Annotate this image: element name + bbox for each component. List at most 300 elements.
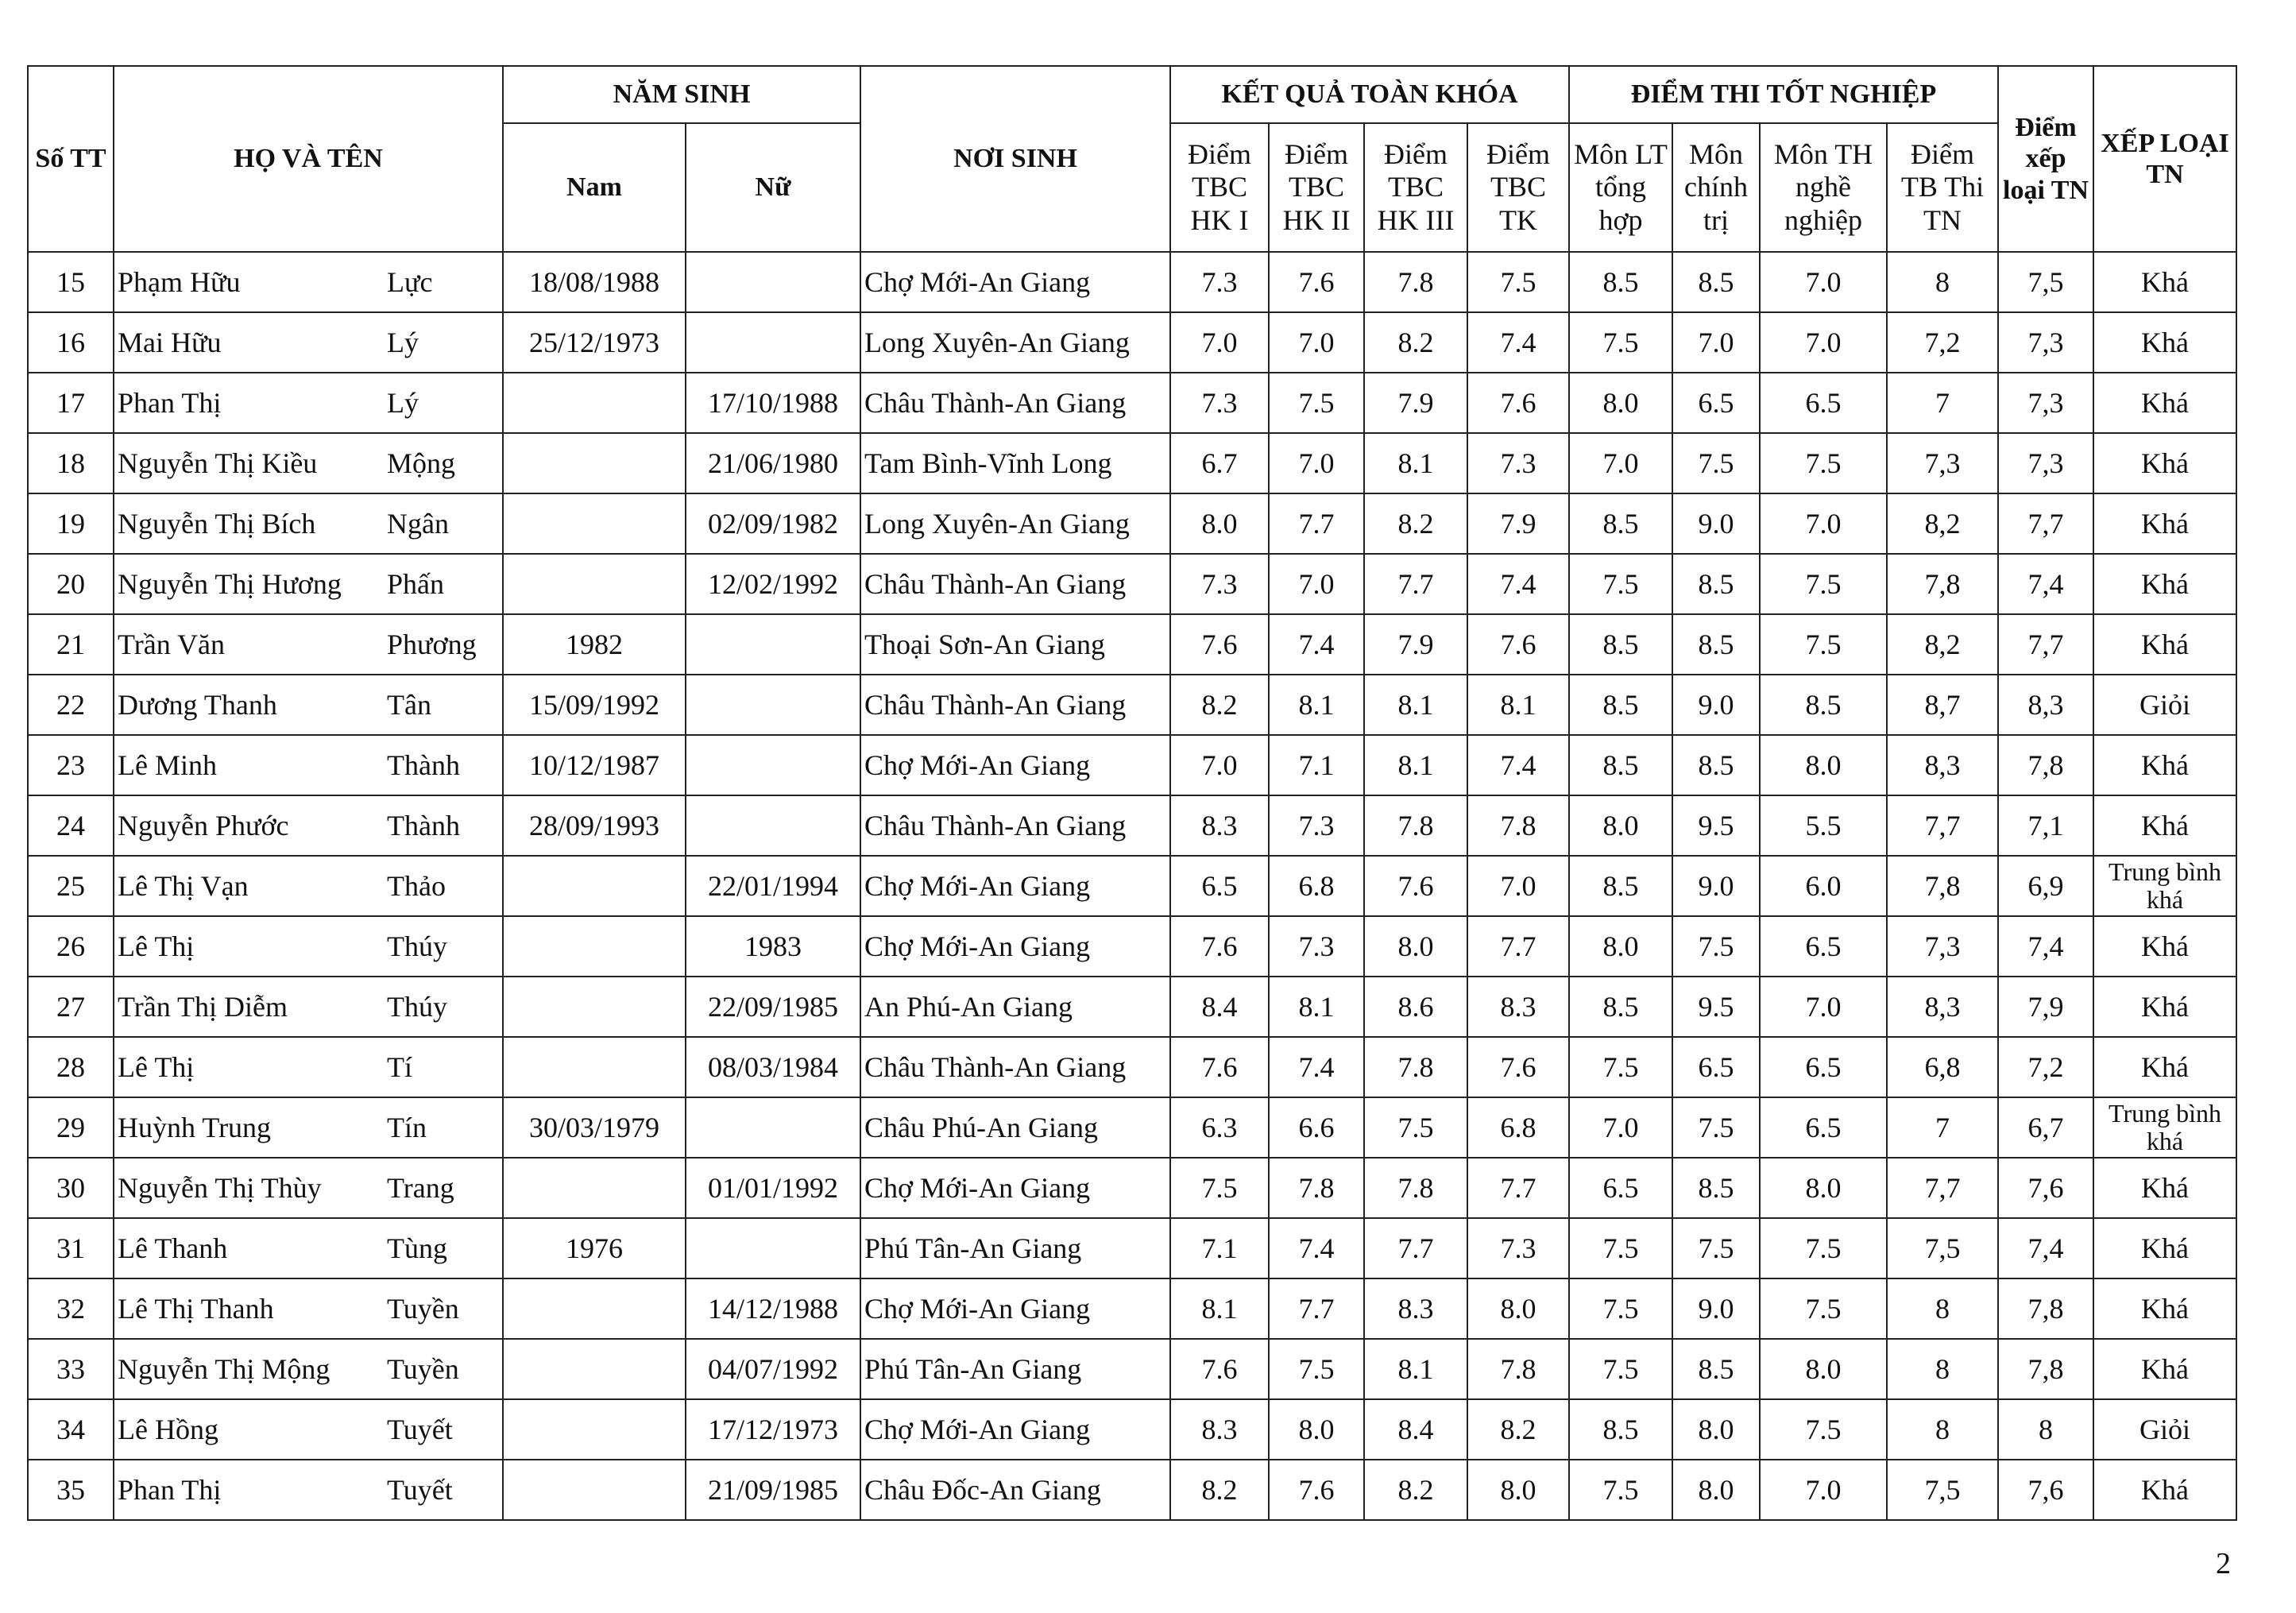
cell-hk3: 7.7	[1364, 1218, 1467, 1278]
cell-birth-female: 14/12/1988	[686, 1278, 860, 1339]
cell-tb: 8,3	[1887, 977, 1998, 1037]
cell-xep-loai: Khá	[2093, 554, 2236, 614]
cell-lt: 7.5	[1569, 1460, 1672, 1520]
cell-hk1: 7.6	[1170, 916, 1269, 977]
cell-diem-xep-loai: 7,7	[1998, 493, 2093, 554]
cell-birthplace: Châu Thành-An Giang	[860, 554, 1170, 614]
table-row	[28, 1037, 2236, 1097]
cell-lt: 8.5	[1569, 1399, 1672, 1460]
cell-tk: 7.6	[1467, 1037, 1569, 1097]
cell-th: 7.5	[1760, 1278, 1887, 1339]
cell-hk1: 7.3	[1170, 252, 1269, 312]
cell-birth-female: 17/10/1988	[686, 373, 860, 433]
cell-lt: 7.5	[1569, 1339, 1672, 1399]
cell-hk1: 7.5	[1170, 1158, 1269, 1218]
cell-tb: 8	[1887, 1278, 1998, 1339]
header-tk: Điểm TBC TK	[1467, 123, 1569, 252]
cell-xep-loai: Khá	[2093, 252, 2236, 312]
cell-hk2: 7.8	[1269, 1158, 1364, 1218]
cell-stt: 33	[28, 1339, 114, 1399]
cell-xep-loai: Khá	[2093, 1460, 2236, 1520]
cell-given-name: Phấn	[384, 554, 503, 614]
cell-hk2: 7.3	[1269, 795, 1364, 856]
cell-birth-female: 21/09/1985	[686, 1460, 860, 1520]
cell-th: 8.0	[1760, 1339, 1887, 1399]
cell-hk3: 8.1	[1364, 433, 1467, 493]
cell-birth-male	[503, 433, 686, 493]
cell-birth-male	[503, 977, 686, 1037]
cell-stt: 21	[28, 614, 114, 675]
cell-hk2: 6.8	[1269, 856, 1364, 916]
cell-given-name: Lý	[384, 312, 503, 373]
cell-ct: 7.5	[1672, 433, 1760, 493]
cell-xep-loai: Khá	[2093, 433, 2236, 493]
cell-tk: 7.7	[1467, 1158, 1569, 1218]
cell-lt: 6.5	[1569, 1158, 1672, 1218]
cell-lt: 7.5	[1569, 1037, 1672, 1097]
cell-given-name: Tuyền	[384, 1339, 503, 1399]
cell-hk2: 7.7	[1269, 1278, 1364, 1339]
cell-hk3: 7.9	[1364, 614, 1467, 675]
grade-sheet	[27, 65, 2236, 1521]
cell-ct: 7.5	[1672, 1097, 1760, 1158]
cell-tb: 7,3	[1887, 916, 1998, 977]
cell-diem-xep-loai: 8,3	[1998, 675, 2093, 735]
cell-tb: 8	[1887, 1339, 1998, 1399]
cell-birthplace: Thoại Sơn-An Giang	[860, 614, 1170, 675]
cell-hk1: 6.7	[1170, 433, 1269, 493]
cell-family-name: Nguyễn Thị Mộng	[114, 1339, 384, 1399]
table-row	[28, 916, 2236, 977]
cell-stt: 27	[28, 977, 114, 1037]
cell-family-name: Mai Hữu	[114, 312, 384, 373]
cell-birthplace: Long Xuyên-An Giang	[860, 493, 1170, 554]
cell-xep-loai: Khá	[2093, 735, 2236, 795]
cell-xep-loai: Khá	[2093, 614, 2236, 675]
cell-stt: 17	[28, 373, 114, 433]
cell-hk3: 8.1	[1364, 1339, 1467, 1399]
cell-birthplace: Châu Thành-An Giang	[860, 373, 1170, 433]
cell-birth-female: 22/09/1985	[686, 977, 860, 1037]
cell-tk: 7.4	[1467, 735, 1569, 795]
cell-lt: 7.5	[1569, 312, 1672, 373]
cell-stt: 25	[28, 856, 114, 916]
cell-ct: 9.0	[1672, 675, 1760, 735]
cell-lt: 8.0	[1569, 373, 1672, 433]
cell-given-name: Tuyết	[384, 1399, 503, 1460]
cell-ct: 8.5	[1672, 554, 1760, 614]
cell-hk3: 8.2	[1364, 493, 1467, 554]
cell-given-name: Tí	[384, 1037, 503, 1097]
cell-diem-xep-loai: 7,3	[1998, 433, 2093, 493]
cell-th: 6.5	[1760, 1037, 1887, 1097]
cell-diem-xep-loai: 7,6	[1998, 1460, 2093, 1520]
cell-family-name: Lê Thị	[114, 1037, 384, 1097]
table-row	[28, 675, 2236, 735]
cell-hk1: 7.1	[1170, 1218, 1269, 1278]
cell-hk3: 8.1	[1364, 675, 1467, 735]
cell-family-name: Phan Thị	[114, 1460, 384, 1520]
cell-th: 6.0	[1760, 856, 1887, 916]
cell-tb: 8,2	[1887, 493, 1998, 554]
cell-family-name: Lê Hồng	[114, 1399, 384, 1460]
cell-family-name: Phan Thị	[114, 373, 384, 433]
header-diem-thi: ĐIỂM THI TỐT NGHIỆP	[1569, 66, 1998, 123]
cell-given-name: Lực	[384, 252, 503, 312]
header-tb: Điểm TB Thi TN	[1887, 123, 1998, 252]
cell-family-name: Lê Thị Thanh	[114, 1278, 384, 1339]
cell-diem-xep-loai: 6,7	[1998, 1097, 2093, 1158]
cell-hk3: 8.1	[1364, 735, 1467, 795]
cell-ct: 7.5	[1672, 1218, 1760, 1278]
cell-tb: 7,8	[1887, 554, 1998, 614]
cell-hk1: 7.3	[1170, 554, 1269, 614]
cell-xep-loai: Giỏi	[2093, 675, 2236, 735]
cell-ct: 8.5	[1672, 1339, 1760, 1399]
cell-hk2: 7.5	[1269, 1339, 1364, 1399]
header-stt: Số TT	[28, 66, 114, 252]
cell-diem-xep-loai: 8	[1998, 1399, 2093, 1460]
cell-tk: 8.1	[1467, 675, 1569, 735]
cell-birthplace: Châu Phú-An Giang	[860, 1097, 1170, 1158]
cell-family-name: Trần Văn	[114, 614, 384, 675]
cell-lt: 8.5	[1569, 614, 1672, 675]
cell-hk3: 8.4	[1364, 1399, 1467, 1460]
cell-tk: 8.2	[1467, 1399, 1569, 1460]
cell-lt: 8.5	[1569, 977, 1672, 1037]
cell-hk3: 7.8	[1364, 1158, 1467, 1218]
cell-tk: 8.3	[1467, 977, 1569, 1037]
cell-family-name: Phạm Hữu	[114, 252, 384, 312]
cell-th: 6.5	[1760, 916, 1887, 977]
cell-tb: 7,5	[1887, 1460, 1998, 1520]
cell-birthplace: Chợ Mới-An Giang	[860, 252, 1170, 312]
cell-tb: 7	[1887, 1097, 1998, 1158]
cell-birthplace: Chợ Mới-An Giang	[860, 856, 1170, 916]
cell-hk3: 8.6	[1364, 977, 1467, 1037]
cell-hk1: 8.1	[1170, 1278, 1269, 1339]
cell-family-name: Lê Thị	[114, 916, 384, 977]
cell-birthplace: Chợ Mới-An Giang	[860, 916, 1170, 977]
table-row	[28, 312, 2236, 373]
cell-ct: 6.5	[1672, 373, 1760, 433]
cell-ct: 9.5	[1672, 795, 1760, 856]
cell-ct: 8.5	[1672, 614, 1760, 675]
cell-hk3: 7.9	[1364, 373, 1467, 433]
cell-birth-female: 17/12/1973	[686, 1399, 860, 1460]
cell-th: 7.0	[1760, 977, 1887, 1037]
cell-th: 5.5	[1760, 795, 1887, 856]
cell-th: 6.5	[1760, 1097, 1887, 1158]
cell-lt: 8.5	[1569, 675, 1672, 735]
cell-lt: 7.5	[1569, 554, 1672, 614]
cell-hk2: 6.6	[1269, 1097, 1364, 1158]
cell-hk3: 8.0	[1364, 916, 1467, 977]
header-lt: Môn LT tổng hợp	[1569, 123, 1672, 252]
cell-th: 7.5	[1760, 614, 1887, 675]
cell-birth-male: 28/09/1993	[503, 795, 686, 856]
cell-birth-female: 04/07/1992	[686, 1339, 860, 1399]
table-row	[28, 373, 2236, 433]
cell-stt: 24	[28, 795, 114, 856]
cell-stt: 34	[28, 1399, 114, 1460]
cell-diem-xep-loai: 7,8	[1998, 735, 2093, 795]
cell-stt: 22	[28, 675, 114, 735]
cell-birthplace: Phú Tân-An Giang	[860, 1339, 1170, 1399]
cell-birth-male	[503, 856, 686, 916]
cell-th: 7.0	[1760, 312, 1887, 373]
cell-xep-loai: Khá	[2093, 1037, 2236, 1097]
cell-hk2: 7.0	[1269, 312, 1364, 373]
table-row	[28, 614, 2236, 675]
cell-lt: 8.5	[1569, 735, 1672, 795]
cell-tb: 7	[1887, 373, 1998, 433]
cell-lt: 7.5	[1569, 1218, 1672, 1278]
cell-diem-xep-loai: 7,1	[1998, 795, 2093, 856]
cell-tk: 7.6	[1467, 614, 1569, 675]
table-row	[28, 856, 2236, 916]
cell-given-name: Tuyền	[384, 1278, 503, 1339]
cell-tk: 7.8	[1467, 1339, 1569, 1399]
cell-stt: 30	[28, 1158, 114, 1218]
cell-birthplace: Châu Thành-An Giang	[860, 795, 1170, 856]
table-row	[28, 1399, 2236, 1460]
cell-stt: 19	[28, 493, 114, 554]
table-row	[28, 795, 2236, 856]
cell-birth-male: 1982	[503, 614, 686, 675]
cell-xep-loai: Khá	[2093, 1218, 2236, 1278]
cell-birth-male	[503, 493, 686, 554]
cell-diem-xep-loai: 6,9	[1998, 856, 2093, 916]
cell-tb: 8,7	[1887, 675, 1998, 735]
cell-hk3: 8.3	[1364, 1278, 1467, 1339]
cell-lt: 8.5	[1569, 493, 1672, 554]
cell-ct: 8.5	[1672, 1158, 1760, 1218]
cell-hk3: 7.8	[1364, 252, 1467, 312]
cell-hk2: 7.3	[1269, 916, 1364, 977]
cell-th: 7.0	[1760, 493, 1887, 554]
cell-hk1: 7.0	[1170, 735, 1269, 795]
cell-xep-loai: Trung bình khá	[2093, 856, 2236, 916]
header-row-top	[28, 66, 2236, 123]
cell-tk: 7.0	[1467, 856, 1569, 916]
cell-stt: 26	[28, 916, 114, 977]
cell-diem-xep-loai: 7,9	[1998, 977, 2093, 1037]
cell-hk2: 7.6	[1269, 1460, 1364, 1520]
cell-birth-female	[686, 614, 860, 675]
cell-hk2: 7.7	[1269, 493, 1364, 554]
cell-birth-female	[686, 252, 860, 312]
cell-stt: 28	[28, 1037, 114, 1097]
cell-given-name: Ngân	[384, 493, 503, 554]
cell-birth-male	[503, 1278, 686, 1339]
cell-tb: 8	[1887, 1399, 1998, 1460]
cell-hk1: 7.6	[1170, 1339, 1269, 1399]
cell-hk1: 8.4	[1170, 977, 1269, 1037]
graduation-results-table	[27, 65, 2237, 1521]
cell-ct: 8.0	[1672, 1460, 1760, 1520]
cell-family-name: Nguyễn Thị Hương	[114, 554, 384, 614]
header-th: Môn TH nghề nghiệp	[1760, 123, 1887, 252]
cell-birthplace: Phú Tân-An Giang	[860, 1218, 1170, 1278]
cell-diem-xep-loai: 7,4	[1998, 1218, 2093, 1278]
cell-family-name: Lê Thị Vạn	[114, 856, 384, 916]
cell-lt: 7.0	[1569, 1097, 1672, 1158]
cell-stt: 23	[28, 735, 114, 795]
cell-birthplace: Châu Thành-An Giang	[860, 1037, 1170, 1097]
cell-stt: 29	[28, 1097, 114, 1158]
cell-diem-xep-loai: 7,3	[1998, 373, 2093, 433]
cell-hk1: 8.3	[1170, 1399, 1269, 1460]
cell-birth-female: 02/09/1982	[686, 493, 860, 554]
cell-birth-male: 25/12/1973	[503, 312, 686, 373]
cell-th: 7.5	[1760, 1218, 1887, 1278]
cell-hk2: 7.0	[1269, 554, 1364, 614]
cell-xep-loai: Khá	[2093, 1158, 2236, 1218]
cell-lt: 7.0	[1569, 433, 1672, 493]
cell-given-name: Thúy	[384, 916, 503, 977]
cell-birth-female: 08/03/1984	[686, 1037, 860, 1097]
header-nam-sinh: NĂM SINH	[503, 66, 860, 123]
cell-tk: 6.8	[1467, 1097, 1569, 1158]
header-hk1: Điểm TBC HK I	[1170, 123, 1269, 252]
table-row	[28, 977, 2236, 1037]
cell-family-name: Nguyễn Thị Bích	[114, 493, 384, 554]
cell-family-name: Dương Thanh	[114, 675, 384, 735]
cell-tk: 7.3	[1467, 433, 1569, 493]
cell-birth-female	[686, 1218, 860, 1278]
cell-tb: 6,8	[1887, 1037, 1998, 1097]
cell-th: 7.0	[1760, 252, 1887, 312]
header-diem-xep-loai: Điểm xếp loại TN	[1998, 66, 2093, 252]
table-row	[28, 252, 2236, 312]
cell-birth-female: 1983	[686, 916, 860, 977]
cell-tk: 7.4	[1467, 554, 1569, 614]
cell-hk1: 6.5	[1170, 856, 1269, 916]
cell-birth-male	[503, 1037, 686, 1097]
cell-birth-female: 21/06/1980	[686, 433, 860, 493]
cell-birth-female	[686, 312, 860, 373]
cell-ct: 9.0	[1672, 493, 1760, 554]
cell-stt: 20	[28, 554, 114, 614]
cell-lt: 8.5	[1569, 856, 1672, 916]
cell-birth-male	[503, 1158, 686, 1218]
cell-diem-xep-loai: 7,8	[1998, 1278, 2093, 1339]
cell-hk1: 6.3	[1170, 1097, 1269, 1158]
cell-diem-xep-loai: 7,6	[1998, 1158, 2093, 1218]
cell-family-name: Huỳnh Trung	[114, 1097, 384, 1158]
cell-hk1: 8.2	[1170, 1460, 1269, 1520]
cell-ct: 6.5	[1672, 1037, 1760, 1097]
cell-given-name: Thúy	[384, 977, 503, 1037]
cell-birthplace: Chợ Mới-An Giang	[860, 1399, 1170, 1460]
cell-birthplace: Chợ Mới-An Giang	[860, 1278, 1170, 1339]
table-row	[28, 1158, 2236, 1218]
cell-hk3: 8.2	[1364, 312, 1467, 373]
cell-hk1: 8.3	[1170, 795, 1269, 856]
cell-hk3: 7.5	[1364, 1097, 1467, 1158]
cell-given-name: Tuyết	[384, 1460, 503, 1520]
cell-birth-male	[503, 1339, 686, 1399]
cell-given-name: Thành	[384, 795, 503, 856]
cell-xep-loai: Khá	[2093, 1278, 2236, 1339]
cell-hk1: 7.6	[1170, 1037, 1269, 1097]
cell-tb: 8,2	[1887, 614, 1998, 675]
cell-tb: 7,7	[1887, 1158, 1998, 1218]
cell-tk: 8.0	[1467, 1460, 1569, 1520]
cell-birth-male	[503, 373, 686, 433]
cell-xep-loai: Khá	[2093, 1339, 2236, 1399]
cell-birth-male: 15/09/1992	[503, 675, 686, 735]
cell-family-name: Nguyễn Thị Kiều	[114, 433, 384, 493]
cell-given-name: Trang	[384, 1158, 503, 1218]
cell-stt: 32	[28, 1278, 114, 1339]
cell-birth-male	[503, 916, 686, 977]
cell-diem-xep-loai: 7,5	[1998, 252, 2093, 312]
cell-birthplace: Châu Thành-An Giang	[860, 675, 1170, 735]
cell-hk1: 7.3	[1170, 373, 1269, 433]
cell-hk3: 7.6	[1364, 856, 1467, 916]
cell-ct: 8.0	[1672, 1399, 1760, 1460]
cell-th: 7.5	[1760, 554, 1887, 614]
cell-given-name: Thảo	[384, 856, 503, 916]
cell-tk: 7.6	[1467, 373, 1569, 433]
cell-birth-male	[503, 554, 686, 614]
cell-birth-male: 10/12/1987	[503, 735, 686, 795]
cell-birthplace: An Phú-An Giang	[860, 977, 1170, 1037]
cell-birth-female	[686, 675, 860, 735]
cell-th: 7.5	[1760, 1399, 1887, 1460]
cell-diem-xep-loai: 7,8	[1998, 1339, 2093, 1399]
cell-tb: 8,3	[1887, 735, 1998, 795]
cell-xep-loai: Khá	[2093, 795, 2236, 856]
cell-tk: 7.5	[1467, 252, 1569, 312]
table-row	[28, 1460, 2236, 1520]
cell-tb: 7,8	[1887, 856, 1998, 916]
cell-xep-loai: Giỏi	[2093, 1399, 2236, 1460]
cell-tb: 7,3	[1887, 433, 1998, 493]
cell-xep-loai: Trung bình khá	[2093, 1097, 2236, 1158]
cell-xep-loai: Khá	[2093, 916, 2236, 977]
cell-family-name: Nguyễn Phước	[114, 795, 384, 856]
cell-birth-female	[686, 1097, 860, 1158]
cell-tb: 7,2	[1887, 312, 1998, 373]
cell-th: 7.0	[1760, 1460, 1887, 1520]
header-ho-ten: HỌ VÀ TÊN	[114, 66, 503, 252]
cell-lt: 7.5	[1569, 1278, 1672, 1339]
cell-given-name: Tân	[384, 675, 503, 735]
table-row	[28, 493, 2236, 554]
cell-hk2: 7.6	[1269, 252, 1364, 312]
cell-birth-female	[686, 735, 860, 795]
cell-birth-male: 1976	[503, 1218, 686, 1278]
cell-lt: 8.0	[1569, 795, 1672, 856]
cell-family-name: Nguyễn Thị Thùy	[114, 1158, 384, 1218]
cell-given-name: Tín	[384, 1097, 503, 1158]
table-row	[28, 1339, 2236, 1399]
cell-tk: 7.8	[1467, 795, 1569, 856]
cell-th: 6.5	[1760, 373, 1887, 433]
table-row	[28, 735, 2236, 795]
cell-diem-xep-loai: 7,4	[1998, 916, 2093, 977]
cell-hk2: 8.0	[1269, 1399, 1364, 1460]
cell-diem-xep-loai: 7,2	[1998, 1037, 2093, 1097]
cell-hk2: 7.4	[1269, 1218, 1364, 1278]
cell-stt: 35	[28, 1460, 114, 1520]
cell-xep-loai: Khá	[2093, 373, 2236, 433]
cell-family-name: Lê Thanh	[114, 1218, 384, 1278]
table-row	[28, 433, 2236, 493]
